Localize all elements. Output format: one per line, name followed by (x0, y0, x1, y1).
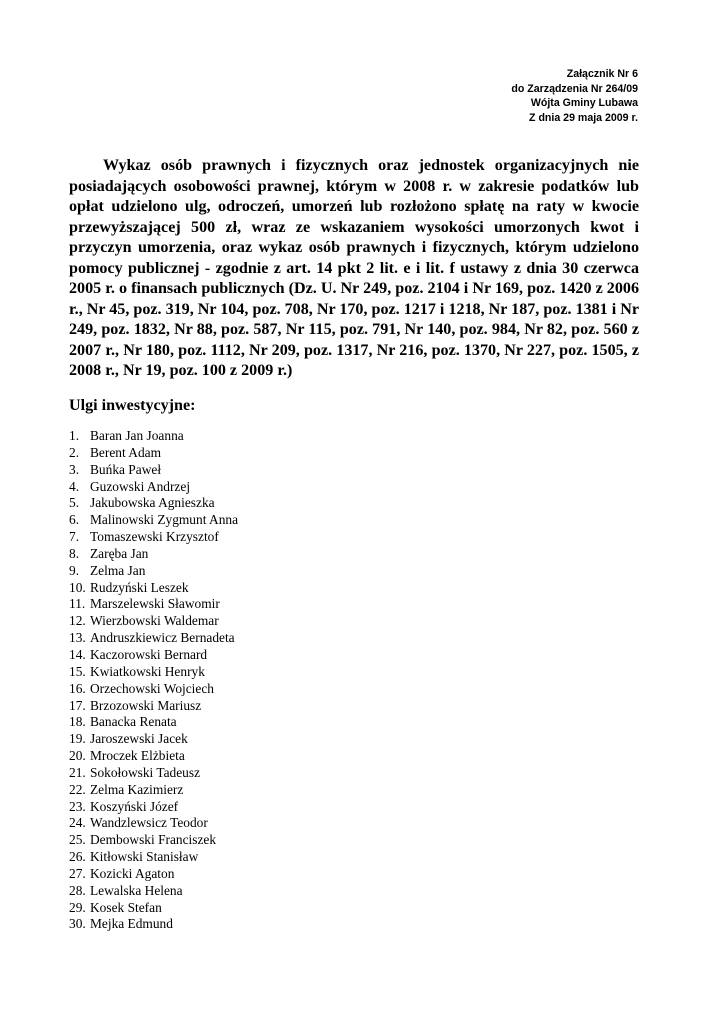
list-item-number: 21. (69, 764, 86, 780)
list-item (69, 748, 238, 765)
list-item-name: Kozicki Agaton (90, 865, 175, 881)
list-item (69, 815, 238, 832)
list-item-number: 19. (69, 731, 86, 747)
attachment-header (511, 67, 638, 125)
list-item (69, 580, 238, 597)
list-item (69, 916, 238, 933)
list-item (69, 462, 238, 479)
list-item-number: 1. (69, 428, 80, 443)
list-item-number: 17. (69, 697, 86, 713)
list-item-name: Baran Jan Joanna (90, 428, 184, 443)
list-item-number: 27. (69, 865, 86, 881)
list-item-name: Brzozowski Mariusz (90, 697, 202, 713)
list-item-name: Jakubowska Agnieszka (90, 495, 215, 511)
list-item-name: Orzechowski Wojciech (90, 680, 214, 696)
list-item-name: Kitłowski Stanisław (90, 849, 199, 865)
list-item-number: 3. (69, 461, 80, 477)
list-item-name: Zaręba Jan (90, 545, 149, 561)
list-item-number: 23. (69, 798, 86, 814)
issuer: Wójta Gminy Lubawa (530, 97, 638, 110)
list-item-number: 8. (69, 545, 80, 561)
list-item (69, 563, 238, 580)
list-item (69, 714, 238, 731)
list-item (69, 731, 238, 748)
list-item-name: Sokołowski Tadeusz (90, 764, 201, 780)
list-item-number: 11. (69, 596, 86, 612)
list-item (69, 529, 238, 546)
list-item (69, 630, 238, 647)
list-item-number: 28. (69, 882, 86, 898)
issue-date: Z dnia 29 maja 2009 r. (529, 111, 638, 124)
list-item-name: Buńka Paweł (90, 461, 162, 477)
list-item-name: Zelma Jan (90, 562, 146, 578)
list-item-number: 12. (69, 613, 86, 629)
list-item-name: Zelma Kazimierz (90, 781, 184, 797)
list-item-name: Banacka Renata (90, 714, 177, 730)
list-item (69, 546, 238, 563)
list-item-number: 13. (69, 630, 86, 646)
list-item (69, 512, 238, 529)
list-item-number: 18. (69, 714, 86, 730)
list-item-number: 15. (69, 663, 86, 679)
list-item-name: Andruszkiewicz Bernadeta (90, 630, 235, 646)
list-item-number: 25. (69, 832, 86, 848)
list-item-number: 4. (69, 478, 80, 494)
list-item (69, 596, 238, 613)
ordinance-reference: do Zarządzenia Nr 264/09 (511, 82, 638, 95)
list-item-name: Wandzlewsicz Teodor (90, 815, 208, 831)
list-item (69, 681, 238, 698)
list-item-name: Jaroszewski Jacek (90, 731, 188, 747)
list-item-number: 6. (69, 512, 80, 528)
list-item-number: 2. (69, 444, 80, 460)
list-item (69, 799, 238, 816)
attachment-number: Załącznik Nr 6 (566, 68, 638, 80)
list-item-name: Kwiatkowski Henryk (90, 663, 205, 679)
list-item-name: Tomaszewski Krzysztof (90, 529, 219, 545)
list-item-number: 22. (69, 781, 86, 797)
list-item-name: Kosek Stefan (90, 899, 162, 915)
list-item (69, 664, 238, 681)
list-item-name: Marszelewski Sławomir (90, 596, 220, 612)
list-item-number: 26. (69, 849, 86, 865)
list-item-number: 10. (69, 579, 86, 595)
list-item-number: 14. (69, 646, 86, 662)
list-item-number: 7. (69, 529, 80, 545)
list-item (69, 782, 238, 799)
list-item-name: Kaczorowski Bernard (90, 646, 208, 662)
list-item (69, 613, 238, 630)
list-item (69, 883, 238, 900)
list-item-number: 9. (69, 562, 80, 578)
list-item-name: Mroczek Elżbieta (90, 748, 185, 764)
list-item-name: Mejka Edmund (90, 916, 173, 932)
list-item (69, 445, 238, 462)
list-item (69, 647, 238, 664)
list-item (69, 765, 238, 782)
list-item (69, 832, 238, 849)
list-item-number: 30. (69, 916, 86, 932)
list-item-number: 5. (69, 495, 80, 511)
list-item-name: Malinowski Zygmunt Anna (90, 512, 239, 528)
list-item-name: Koszyński Józef (90, 798, 179, 814)
list-item (69, 866, 238, 883)
list-item-name: Dembowski Franciszek (90, 832, 217, 848)
list-item-number: 29. (69, 899, 86, 915)
list-item-name: Guzowski Andrzej (90, 478, 191, 494)
list-item-number: 24. (69, 815, 86, 831)
list-item (69, 698, 238, 715)
beneficiary-list (69, 428, 238, 933)
document-title: Wykaz osób prawnych i fizycznych oraz jednostek organizacyjnych nie posiadających osobowości prawnej, którym w 2008 r. w zakresie podatków lub opłat udzielono ulg, odroczeń, umorzeń lub rozłożono spłatę na raty w kwocie przewyższającej 500 zł, wraz ze wskazaniem wysokości umorzonych kwot i przyczyn umorzenia, oraz wykaz osób prawnych i fizycznych, którym udzielono pomocy publicznej - zgodnie z art. 14 pkt 2 lit. e i lit. f ustawy z dnia 30 czerwca 2005 r. o finansach publicznych (Dz. U. Nr 249, poz. 2104 i Nr 169, poz. 1420 z 2006 r., Nr 45, poz. 319, Nr 104, poz. 708, Nr 170, poz. 1217 i 1218, Nr 187, poz. 1381 i Nr 249, poz. 1832, Nr 88, poz. 587, Nr 115, poz. 791, Nr 140, poz. 984, Nr 82, poz. 560 z 2007 r., Nr 180, poz. 1112, Nr 209, poz. 1317, Nr 216, poz. 1370, Nr 227, poz. 1505, z 2008 r., Nr 19, poz. 100 z 2009 r.) (69, 157, 639, 380)
list-item (69, 428, 238, 445)
list-item (69, 479, 238, 496)
list-item (69, 900, 238, 917)
list-item-name: Berent Adam (90, 444, 162, 460)
list-item (69, 849, 238, 866)
list-item (69, 495, 238, 512)
list-item-number: 16. (69, 680, 86, 696)
section-heading: Ulgi inwestycyjne: (69, 397, 196, 414)
list-item-name: Rudzyński Leszek (90, 579, 189, 595)
list-item-name: Wierzbowski Waldemar (90, 613, 219, 629)
list-item-number: 20. (69, 748, 86, 764)
list-item-name: Lewalska Helena (90, 882, 183, 898)
